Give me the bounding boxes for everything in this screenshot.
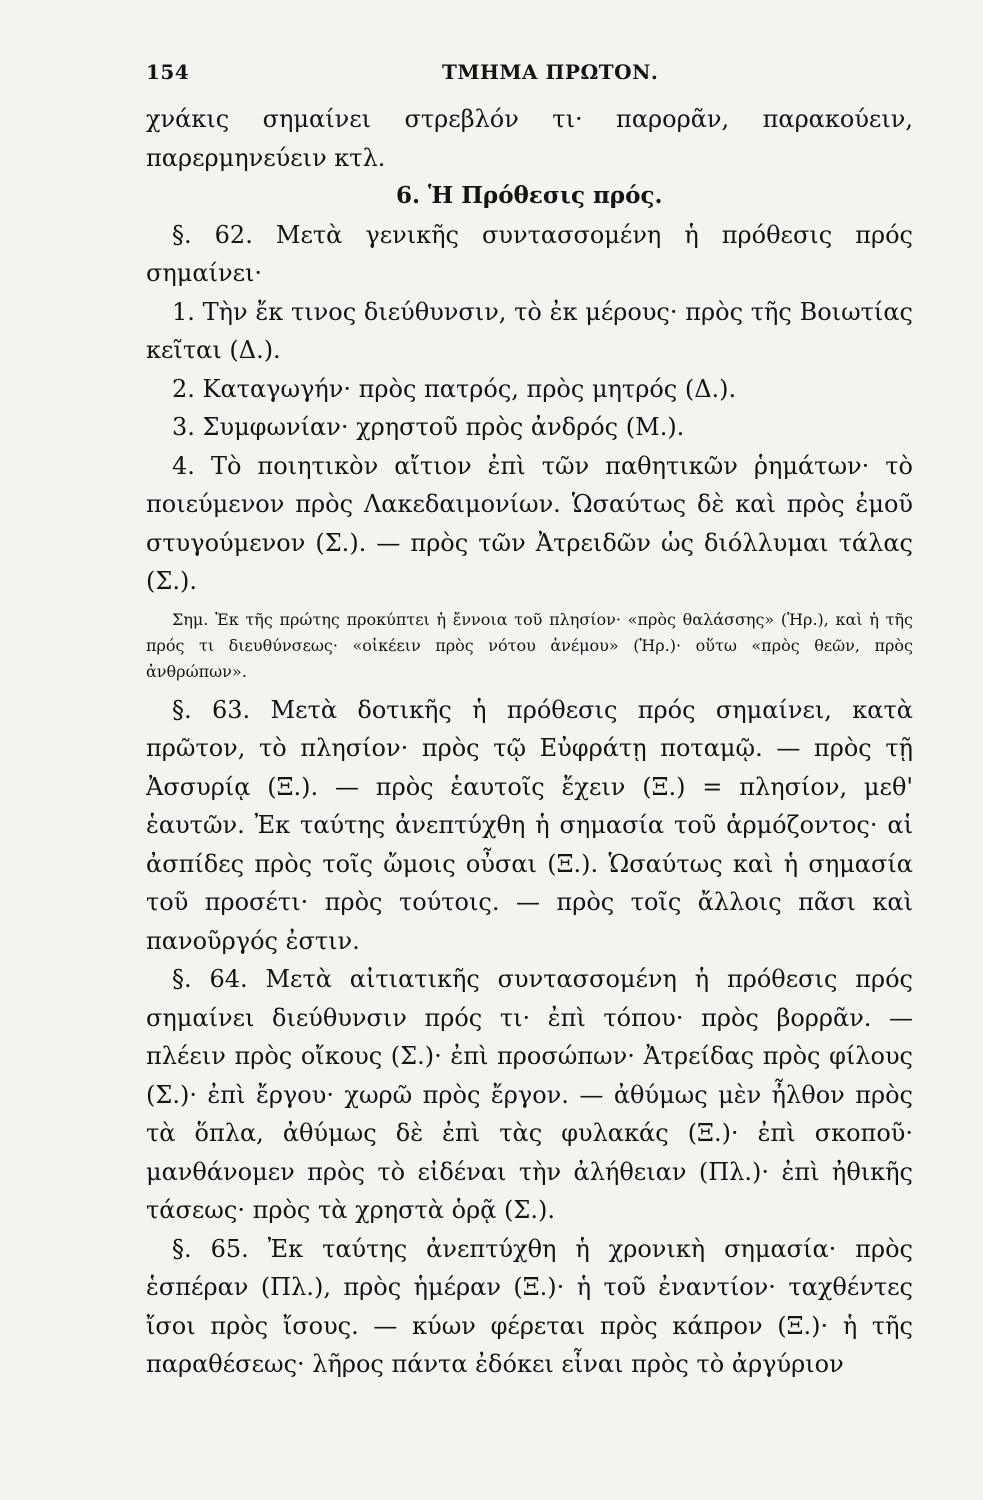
paragraph-64: §. 64. Μετὰ αἰτιατικῆς συντασσομένη ἡ πρόθεσις πρός σημαίνει διεύθυνσιν πρός τι· ἐπὶ τόπου· πρὸς βορρᾶν. — πλέειν πρὸς οἴκους (Σ.)· ἐπὶ προσώπων· Ἀτρείδας πρὸς φίλους (Σ.)· ἐπὶ ἔργου· χωρῶ πρὸς ἔργον. — ἀθύμως μὲν ἦλθον πρὸς τὰ ὅπλα, ἀθύμως δὲ ἐπὶ τὰς φυλακάς (Ξ.)· ἐπὶ σκοποῦ· μανθάνομεν πρὸς τὸ εἰδέναι τὴν ἀλήθειαν (Πλ.)· ἐπὶ ἠθικῆς τάσεως· πρὸς τὰ χρηστὰ ὁρᾷ (Σ.).	[146, 965, 913, 1224]
paragraph-62-2: 2. Καταγωγήν· πρὸς πατρός, πρὸς μητρός (Δ.).	[172, 374, 737, 403]
section-heading: 6. Ἡ Πρόθεσις πρός.	[396, 182, 663, 209]
page-header	[146, 60, 913, 100]
paragraph-63: §. 63. Μετὰ δοτικῆς ἡ πρόθεσις πρός σημαίνει, κατὰ πρῶτον, τὸ πλησίον· πρὸς τῷ Εὐφράτῃ ποταμῷ. — πρὸς τῇ Ἀσσυρίᾳ (Ξ.). — πρὸς ἑαυτοῖς ἔχειν (Ξ.) = πλησίον, μεθ' ἑαυτῶν. Ἐκ ταύτης ἀνεπτύχθη ἡ σημασία τοῦ ἁρμόζοντος· αἱ ἀσπίδες πρὸς τοῖς ὤμοις οὖσαι (Ξ.). Ὡσαύτως καὶ ἡ σημασία τοῦ προσέτι· πρὸς τούτοις. — πρὸς τοῖς ἄλλοις πᾶσι καὶ πανοῦργός ἐστιν.	[146, 695, 913, 955]
page-number: 154	[146, 60, 190, 84]
running-head: ΤΜΗΜΑ ΠΡΩΤΟΝ.	[442, 60, 659, 84]
paragraph-62-4: 4. Τὸ ποιητικὸν αἴτιον ἐπὶ τῶν παθητικῶν ῥημάτων· τὸ ποιεύμενον πρὸς Λακεδαιμονίων. Ὡσαύτως δὲ καὶ πρὸς ἐμοῦ στυγούμενον (Σ.). — πρὸς τῶν Ἀτρειδῶν ὡς διόλλυμαι τάλας (Σ.).	[146, 451, 913, 595]
paragraph-62-1: 1. Τὴν ἔκ τινος διεύθυνσιν, τὸ ἐκ μέρους· πρὸς τῆς Βοιωτίας κεῖται (Δ.).	[146, 297, 913, 364]
paragraph-continuation: χνάκις σημαίνει στρεβλόν τι· παρορᾶν, παρακούειν, παρερμηνεύειν κτλ.	[146, 105, 913, 172]
paragraph-62: §. 62. Μετὰ γενικῆς συντασσομένη ἡ πρόθεσις πρός σημαίνει·	[146, 220, 913, 287]
paragraph-65: §. 65. Ἐκ ταύτης ἀνεπτύχθη ἡ χρονικὴ σημασία· πρὸς ἑσπέραν (Πλ.), πρὸς ἡμέραν (Ξ.)· ἡ τοῦ ἐναντίον· ταχθέντες ἴσοι πρὸς ἴσους. — κύων φέρεται πρὸς κάπρον (Ξ.)· ἡ τῆς παραθέσεως· λῆρος πάντα ἐδόκει εἶναι πρὸς τὸ ἀργύριον	[146, 1234, 913, 1378]
note: Σημ. Ἐκ τῆς πρώτης προκύπτει ἡ ἔννοια τοῦ πλησίον· «πρὸς θαλάσσης» (Ἡρ.), καὶ ἡ τῆς πρός τι διευθύνσεως· «οἰκέειν πρὸς νότου ἀνέμου» (Ἡρ.)· οὕτω «πρὸς θεῶν, πρὸς ἀνθρώπων».	[146, 609, 913, 681]
paragraph-62-3: 3. Συμφωνίαν· χρηστοῦ πρὸς ἀνδρός (Μ.).	[172, 413, 685, 441]
